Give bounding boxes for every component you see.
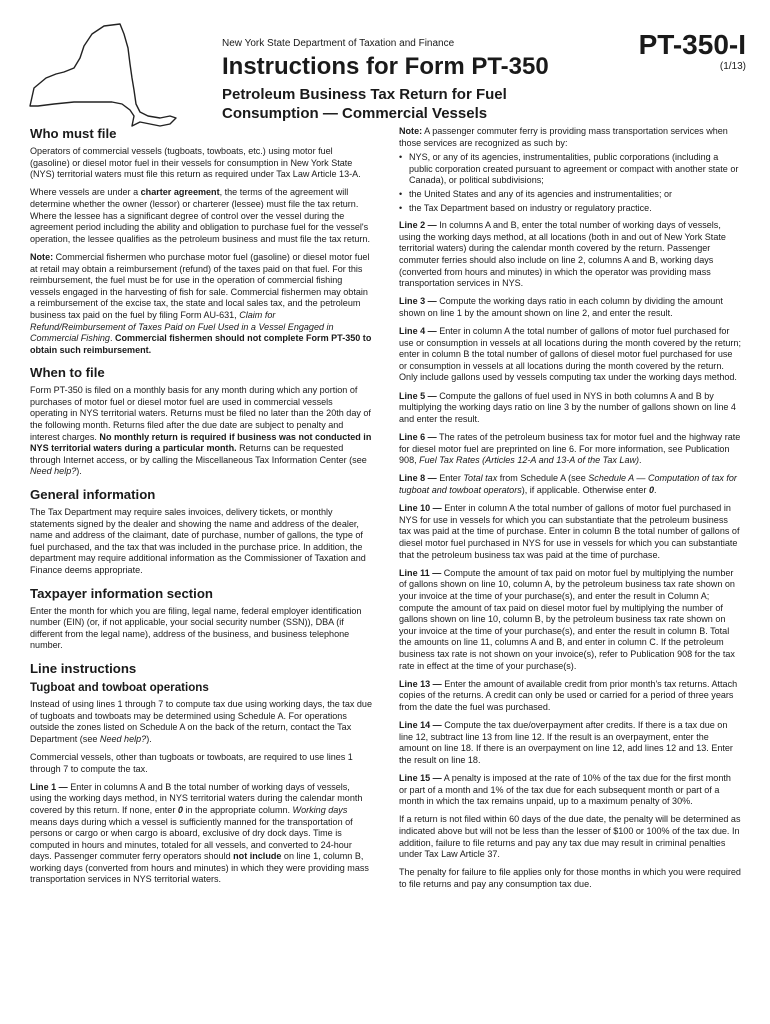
when-to-file-section — [30, 365, 372, 478]
when-paragraph: Form PT-350 is filed on a monthly basis for any month during which any portion of purchases of motor fuel or diesel motor fuel are used in commercial vessels operating in NYS territorial waters. Returns must be filed no later than the 20th day of the following month. Returns filed after the due date are subject to penalty and interest charges. No monthly return is required if business was not conducted in NYS territorial waters during a particular month. Returns can be requested through Internet access, or by calling the Miscellaneous Tax Information Center (see Need help?). — [30, 385, 372, 477]
late-filing-paragraph: If a return is not filed within 60 days of the due date, the penalty will be determined as indicated above but will not be less than the lesser of $100 or 100% of the tax due. In addition, failure to file returns and pay any tax due may result in criminal penalties under Tax Law Article 37. — [399, 814, 741, 860]
list-item: • NYS, or any of its agencies, instrumentalities, public corporations (including a public corporation created pursuant to agreement or compact with another state or Canada), or political subdivisions; — [399, 152, 741, 187]
line-3-paragraph: Line 3 — Compute the working days ratio in each column by dividing the amount shown on line 1 by the amount shown on line 2, and enter the result. — [399, 296, 723, 318]
form-subtitle — [222, 85, 552, 123]
right-column — [399, 126, 741, 897]
penalty-paragraph: The penalty for failure to file applies only for those months in which you were required to file returns and pay any consumption tax due. — [399, 867, 741, 889]
who-paragraph-1: Operators of commercial vessels (tugboats, towboats, etc.) using motor fuel (gasoline) or diesel motor fuel in their vessels for consumption in New York State (NYS) territorial waters must file this return as required under Tax Law Article 13-A. — [30, 146, 361, 180]
form-title: Instructions for Form PT-350 — [222, 53, 549, 80]
subtitle-line-1: Petroleum Business Tax Return for Fuel — [222, 86, 507, 103]
line-2-paragraph: Line 2 — In columns A and B, enter the total number of working days of vessels, using the working days method, at all locations (both in and out of New York State territorial waters) during the calendar month covered by the return. Passenger commuter ferries should also include on line 2, columns A and B, working days (converted from hours and minutes) in which the operator was providing mass transportation services in NYS. — [399, 220, 726, 289]
tugboat-paragraph: Instead of using lines 1 through 7 to compute tax due using working days, the tax due of tugboats and towboats may be determined using Schedule A. For operations outside the zones listed on Schedule A on the back of the return, contact the Tax Department (see Need help?). — [30, 698, 372, 744]
line-instructions-section — [30, 661, 372, 886]
department-name: New York State Department of Taxation and Finance — [222, 38, 455, 49]
who-paragraph-2: Where vessels are under a charter agreement, the terms of the agreement will determine whether the owner (lessor) or charterer (lessee) must file the tax return. Where the lessee has a significant degree of control over the vessel during the agreement period including the ability and obligation to purchase fuel for the vessel's operation, the lessee qualifies as the petroleum business and must file the tax return. — [30, 187, 370, 244]
line-instructions-heading: Line instructions — [30, 660, 137, 676]
form-id: PT-350-I — [638, 29, 746, 60]
left-column — [30, 126, 372, 893]
line-1-paragraph: Line 1 — Enter in columns A and B the total number of working days of vessels, using the working days method, in NYS territorial waters during the calendar month covered by this return. If none, enter 0 in the appropriate column. Working days means days during which a vessel is sufficiently manned for the transportation of persons or cargo or when cargo is aboard, exclusive of dry dock days. Time is computed in hours and minutes, totaled for all vessels, and converted to 24-hour days. Passenger commuter ferry operators should not include on line 1, column B, working days (converted from hours and minutes) in which they were providing mass transportation services in NYS territorial waters. — [30, 781, 369, 885]
tugboat-towboat-subheading: Tugboat and towboat operations — [30, 680, 209, 694]
taxpayer-paragraph: Enter the month for which you are filing, legal name, federal employer identification number (EIN) (or, if not applicable, your social security number (SSN)), DBA (if different from the legal name), address of the business, and business telephone number. — [30, 605, 362, 651]
nys-map-logo — [24, 20, 184, 130]
general-information-heading: General information — [30, 487, 156, 503]
line-14-paragraph: Line 14 — Compute the tax due/overpayment after credits. If there is a tax due on line 12, subtract line 13 from line 12. If the result is an overpayment, enter the amount on line 18. If there is an overpayment on line 12, add lines 12 and 13. Enter the result on line 18. — [399, 720, 733, 765]
line-8-paragraph: Line 8 — Enter Total tax from Schedule A (see Schedule A — Computation of tax for tugboat and towboat operators), if applicable. Otherwise enter 0. — [399, 473, 737, 495]
general-information-section — [30, 487, 372, 577]
who-note-paragraph: Note: Commercial fishermen who purchase motor fuel (gasoline) or diesel motor fuel at retail may obtain a reimbursement (refund) of the taxes paid on that fuel. For this reimbursement, the fuel must be for use in the operation of commercial fishing vessels engaged in the harvesting of fish for sale. Commercial fishermen may obtain a reimbursement of the excise tax, the state and local sales tax, and the petroleum business tax paid on the fuel by filing Form AU-631, Claim for Refund/Reimbursement of Taxes Paid on Fuel Used in a Vessel Engaged in Commercial Fishing. Commercial fishermen should not complete Form PT-350 to obtain such reimbursement. — [30, 251, 372, 355]
taxpayer-information-section — [30, 586, 372, 652]
line-11-paragraph: Line 11 — Compute the amount of tax paid on motor fuel by multiplying the number of gallons shown on line 10, column A, by the petroleum business tax rate shown on your invoice at the time of your purchase(s), and enter the result in Column A; compute the amount of tax paid on diesel motor fuel by multiplying the number of gallons shown on line 10, column B, by the petroleum business tax rate shown on your invoice at the time of your purchase(s), and enter the result in column B. Total the amounts on line 11, columns A and B, and enter in column C. If the petroleum business tax rate is not shown on your invoice(s), refer to Publication 908 for the tax rate in effect at the time of your purchase(s). — [399, 567, 735, 671]
list-item: • the United States and any of its agencies and instrumentalities; or — [399, 189, 741, 201]
who-must-file-heading: Who must file — [30, 126, 117, 141]
line-10-paragraph: Line 10 — Enter in column A the total number of gallons of motor fuel purchased in NYS for use in vessels for which you can substantiate that the petroleum business tax was paid at the time of purchase. Enter in column B the total number of gallons of diesel motor fuel purchased in NYS for use in vessels for which you can substantiate that the petroleum business tax was paid at the time of purchase. — [399, 503, 740, 560]
header — [222, 38, 552, 123]
subtitle-line-2: Consumption — Commercial Vessels — [222, 105, 488, 122]
ferry-note: Note: A passenger commuter ferry is providing mass transportation services when those services are recognized as such by: — [399, 126, 728, 148]
line-6-paragraph: Line 6 — The rates of the petroleum business tax for motor fuel and the highway rate for diesel motor fuel are preprinted on line 6. For more information, see Publication 908, Fuel Tax Rates (Articles 12-A and 13-A of the Tax Law). — [399, 432, 741, 466]
commercial-vessels-paragraph: Commercial vessels, other than tugboats or towboats, are required to use lines 1 through 7 to compute the tax. — [30, 751, 353, 774]
line-15-paragraph: Line 15 — A penalty is imposed at the rate of 10% of the tax due for the first month or part of a month and 1% of the tax due for each subsequent month or part of a month in which the tax remains unpaid, up to a maximum penalty of 30%. — [399, 773, 731, 807]
line-5-paragraph: Line 5 — Compute the gallons of fuel used in NYS in both columns A and B by multiplying the working days ratio on line 3 by the number of gallons shown on line 4 and enter the result. — [399, 390, 736, 424]
revision-date: (1/13) — [719, 61, 746, 72]
general-paragraph: The Tax Department may require sales invoices, delivery tickets, or monthly statements signed by the dealer and showing the name and address of the dealer, name and address of the claimant, date of purchase, number of gallons, the type of fuel purchased, and the tax that was included in the purchase price. In addition, the department may require additional information as the Commissioner of Taxation and Finance deems appropriate. — [30, 507, 366, 575]
line-13-paragraph: Line 13 — Enter the amount of available credit from prior month's tax returns. Attach copies of the returns. A credit can only be used or carried for a period of three years from the date the fuel was purchased. — [399, 678, 738, 712]
line-4-paragraph: Line 4 — Enter in column A the total number of gallons of motor fuel purchased for use or consumption in vessels at all locations during the month covered by the return; enter in column B the total number of gallons of diesel motor fuel purchased for use or consumption in vessels at all locations during the month covered by the return. Only include gallons used by vessels computing tax under the working days method. — [399, 326, 741, 383]
ferry-note-list — [399, 152, 741, 214]
when-to-file-heading: When to file — [30, 365, 105, 381]
taxpayer-information-heading: Taxpayer information section — [30, 585, 213, 601]
nys-map-outline — [30, 24, 176, 126]
list-item: • the Tax Department based on industry or regulatory practice. — [399, 203, 741, 215]
